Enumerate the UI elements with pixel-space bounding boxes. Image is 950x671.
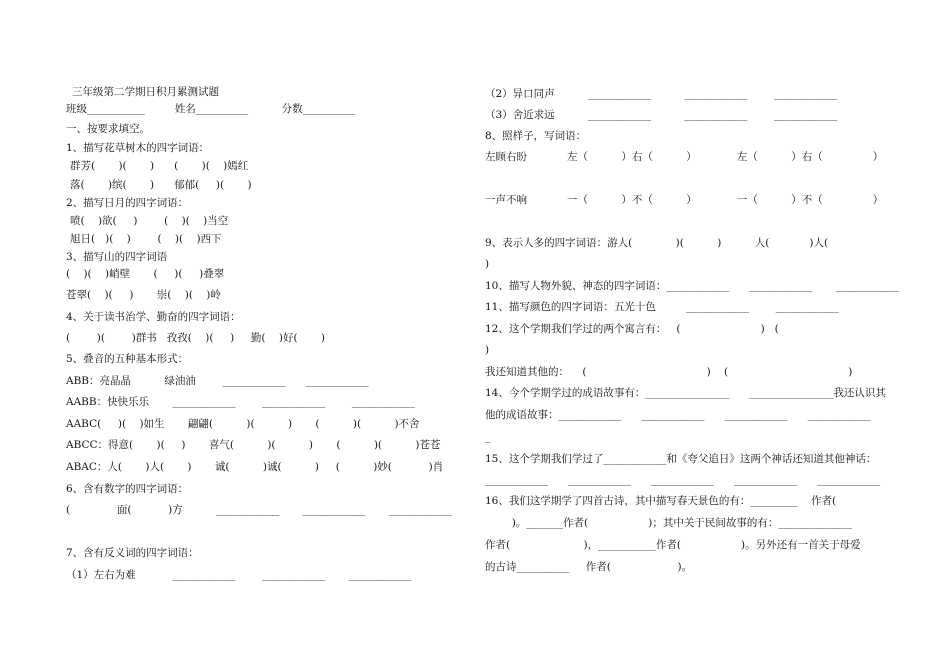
question-14-line-b: 他的成语故事：____________ ____________ ____________ ____________ <box>485 409 871 421</box>
question-16-line-b: )。_______作者( )；其中关于民间故事的有：______________ <box>485 517 852 529</box>
question-11: 11、描写颜色的四字词语：五光十色 ____________ ____________ <box>485 301 839 313</box>
question-7: 7、含有反义词的四字词语： <box>66 547 199 559</box>
question-7-item-2: （2）异口同声 ____________ ____________ ____________ <box>485 88 838 100</box>
question-3: 3、描写山的四字词语 <box>66 251 168 263</box>
question-14-line-c: _ <box>485 431 491 443</box>
question-9-cont: ) <box>485 258 490 270</box>
question-5-aabb: AABB：快快乐乐 ____________ ____________ ____________ <box>66 396 415 408</box>
question-8-line-a: 左顾右盼 左（ ）右（ ） 左（ ）右（ ） <box>485 151 884 163</box>
question-5-abcc: ABCC：得意( )( ) 喜气( )( ) ( )( )苍苍 <box>66 439 441 451</box>
question-5-aabc: AABC( )( )如生 翩翩( )( ) ( )( )不舍 <box>66 418 420 430</box>
question-2: 2、描写日月的四字词语： <box>66 197 189 209</box>
question-12-cont: ) <box>485 344 490 356</box>
question-9: 9、表示人多的四字词语：游人( )( ) 人( )人( <box>485 237 859 249</box>
question-16: 16、我们这学期学了四首古诗，其中描写春天景色的有：_________ 作者( <box>485 495 837 507</box>
question-6-line-a: ( 面( )方 ____________ ____________ ____________ <box>66 504 452 516</box>
question-2-line-a: 喷( )欲( ) ( )( )当空 <box>70 215 229 227</box>
question-7-item-1: （1）左右为难 ____________ ____________ ____________ <box>66 569 412 581</box>
question-14: 14、今个学期学过的成语故事有：________________ ________________我还认识其 <box>485 387 886 399</box>
question-15: 15、这个学期我们学过了____________和《夸父追日》这两个神话还知道其他神话： <box>485 453 877 465</box>
question-1-line-a: 群芳( )( ) ( )( )嫣红 <box>70 160 249 172</box>
question-12: 12、这个学期我们学过的两个寓言有： ( ) ( <box>485 323 779 335</box>
question-1: 1、描写花草树木的四字词语： <box>66 142 210 154</box>
question-5: 5、叠音的五种基本形式： <box>66 353 189 365</box>
section-heading: 一、按要求填空。 <box>66 123 150 135</box>
question-13: 我还知道其他的： ( ) ( ) <box>485 366 853 378</box>
question-16-line-d: 的古诗__________ 作者( )。 <box>485 561 693 573</box>
question-15-line-b: ____________ ____________ ____________ ____________ ____________ <box>485 474 881 486</box>
question-8-line-b: 一声不响 一（ ）不（ ） 一（ ）不（ ） <box>485 194 884 206</box>
exam-title: 三年级第二学期日积月累测试题 <box>72 86 219 98</box>
question-10: 10、描写人物外貌、神态的四字词语：____________ ____________ ____________ <box>485 280 899 292</box>
question-8: 8、照样子，写词语： <box>485 130 587 142</box>
question-3-line-b: 苍翠( )( ) 崇( )( )岭 <box>66 289 221 301</box>
question-4-line-a: ( )( )群书 孜孜( )( ) 勤( )好( ) <box>66 332 326 344</box>
question-5-abb: ABB：亮晶晶 绿油油 ____________ ____________ <box>66 375 369 387</box>
question-7-item-3: （3）舍近求远 ____________ ____________ ____________ <box>485 109 838 121</box>
question-5-abac: ABAC：人( )人( ) 诚( )诚( ) ( )妙( )肖 <box>66 461 444 473</box>
question-4: 4、关于读书治学、勤奋的四字词语： <box>66 311 241 323</box>
right-column <box>475 0 950 671</box>
student-info-line: 班级___________ 姓名__________ 分数__________ <box>66 103 356 115</box>
question-16-line-c: 作者( )，___________作者( )。另外还有一首关于母爱 <box>485 539 861 551</box>
question-3-line-a: ( )( )峭壁 ( )( )叠翠 <box>66 268 225 280</box>
question-1-line-b: 落( )缤( ) 郁郁( )( ) <box>70 179 252 191</box>
question-6: 6、含有数字的四字词语： <box>66 483 189 495</box>
question-2-line-b: 旭日( )( ) ( )( )西下 <box>70 233 222 245</box>
